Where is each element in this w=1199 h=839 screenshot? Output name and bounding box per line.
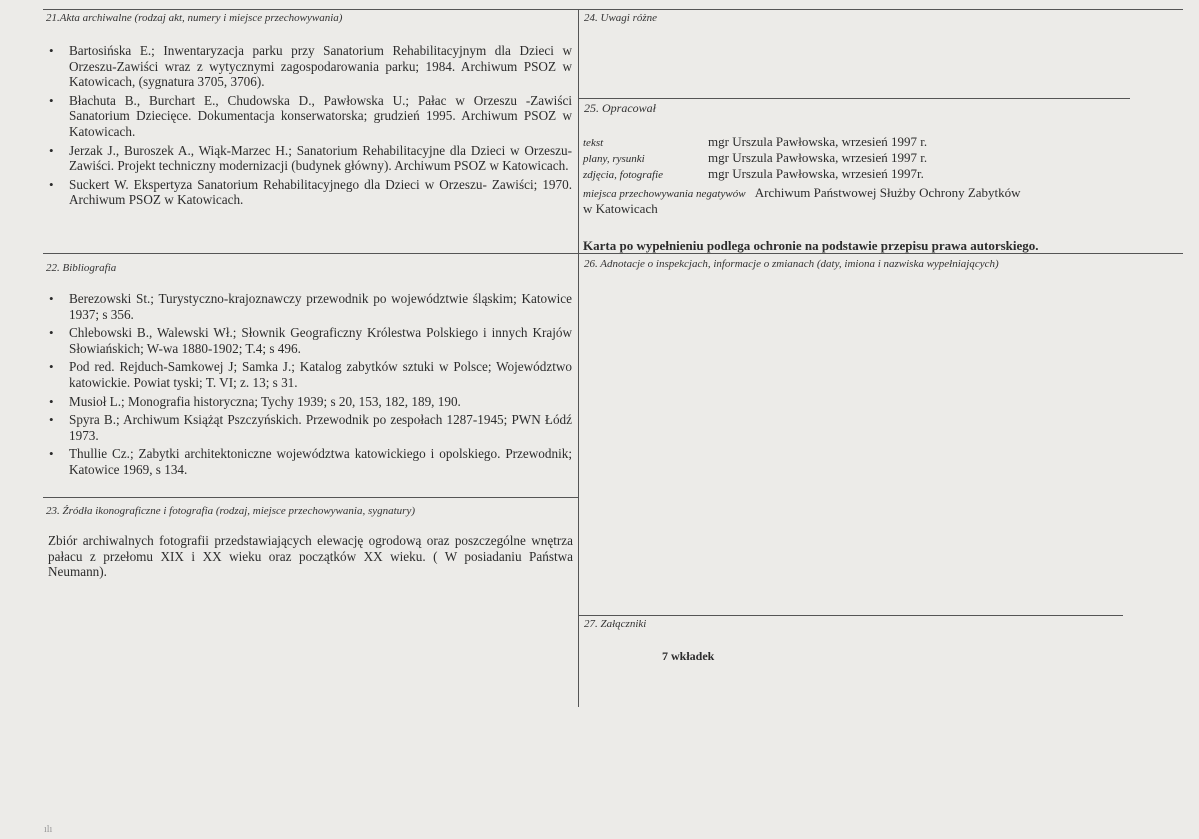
list-item: • Berezowski St.; Turystyczno-krajoznawczy przewodnik po województwie śląskim; Katowice 1937; s 356. [49,291,572,322]
divider-22-23 [43,497,578,498]
divider-26-27 [578,615,1123,616]
author-row-value: mgr Urszula Pawłowska, wrzesień 1997 r. [708,134,928,149]
top-border [43,9,1183,10]
corner-mark: ılı [44,824,53,835]
negatives-value: Archiwum Państwowej Służby Ochrony Zabytków [754,185,1021,200]
attachments-count: 7 wkładek [662,649,715,663]
list-item: • Pod red. Rejduch-Samkowej J; Samka J.; Katalog zabytków sztuki w Polsce; Województwo katowickie. Powiat tyski; T. VI; z. 13; s 31. [49,359,572,390]
list-item: • Jerzak J., Buroszek A., Wiąk-Marzec H.; Sanatorium Rehabilitacyjne dla Dzieci w Orzeszu-Zawiści. Projekt techniczny modernizacji (budynek główny). Archiwum PSOZ w Katowicach. [49,143,572,174]
author-row-text [583,134,927,150]
section-26-heading: 26. Adnotacje o inspekcjach, informacje o zmianach (daty, imiona i nazwiska wypełniających) [584,258,999,270]
section-23-heading: 23. Źródła ikonograficzne i fotografia (rodzaj, miejsce przechowywania, sygnatury) [46,505,415,517]
list-item: • Thullie Cz.; Zabytki architektoniczne województwa katowickiego i opolskiego. Przewodnik; Katowice 1969, s 134. [49,446,572,477]
divider-24-25 [578,98,1130,99]
section-24-heading: 24. Uwagi różne [584,12,658,24]
column-divider [578,9,579,707]
section-21-heading: 21.Akta archiwalne (rodzaj akt, numery i miejsce przechowywania) [46,12,343,24]
list-item: • Spyra B.; Archiwum Książąt Pszczyńskich. Przewodnik po zespołach 1287-1945; PWN Łódź 1973. [49,412,572,443]
author-row-value: mgr Urszula Pawłowska, wrzesień 1997 r. [708,150,928,165]
negatives-row [583,185,1021,201]
section-21-list [49,43,572,211]
list-item: • Musioł L.; Monografia historyczna; Tychy 1939; s 20, 153, 182, 189, 190. [49,394,572,410]
list-item: • Bartosińska E.; Inwentaryzacja parku przy Sanatorium Rehabilitacyjnym dla Dzieci w Orzeszu-Zawiści wraz z wytycznymi zagospodarowania parku; 1984. Archiwum PSOZ w Katowicach, (sygnatura 3705, 3706). [49,43,572,90]
author-row-photos [583,166,924,182]
author-row-label: plany, rysunki [583,153,645,165]
author-row-value: mgr Urszula Pawłowska, wrzesień 1997r. [708,166,924,181]
section-22-heading: 22. Bibliografia [46,262,117,274]
author-row-label: zdjęcia, fotografie [583,169,664,181]
section-27-heading: 27. Załączniki [584,618,647,630]
negatives-label: miejsca przechowywania negatywów [583,188,746,200]
list-item: • Suckert W. Ekspertyza Sanatorium Rehabilitacyjnego dla Dzieci w Orzeszu- Zawiści; 1970. Archiwum PSOZ w Katowicach. [49,177,572,208]
section-25-heading: 25. Opracował [584,101,656,115]
section-22-list [49,291,572,481]
section-23-text: Zbiór archiwalnych fotografii przedstawiających elewację ogrodową oraz poszczególne wnętrza pałacu z przełomu XIX i XX wieku oraz początków XX wieku. ( W posiadaniu Państwa Neumann). [48,533,573,580]
list-item: • Chlebowski B., Walewski Wł.; Słownik Geograficzny Królestwa Polskiego i innych Krajów Słowiańskich; W-wa 1880-1902; T.4; s 496. [49,325,572,356]
author-row-plans [583,150,927,166]
copyright-note: Karta po wypełnieniu podlega ochronie na podstawie przepisu prawa autorskiego. [583,238,1039,253]
author-row-label: tekst [583,137,604,149]
negatives-value-line2: w Katowicach [583,201,658,216]
list-item: • Błachuta B., Burchart E., Chudowska D., Pawłowska U.; Pałac w Orzeszu -Zawiści Sanatorium Dziecięce. Dokumentacja konserwatorska; grudzień 1995. Archiwum PSOZ w Katowicach. [49,93,572,140]
